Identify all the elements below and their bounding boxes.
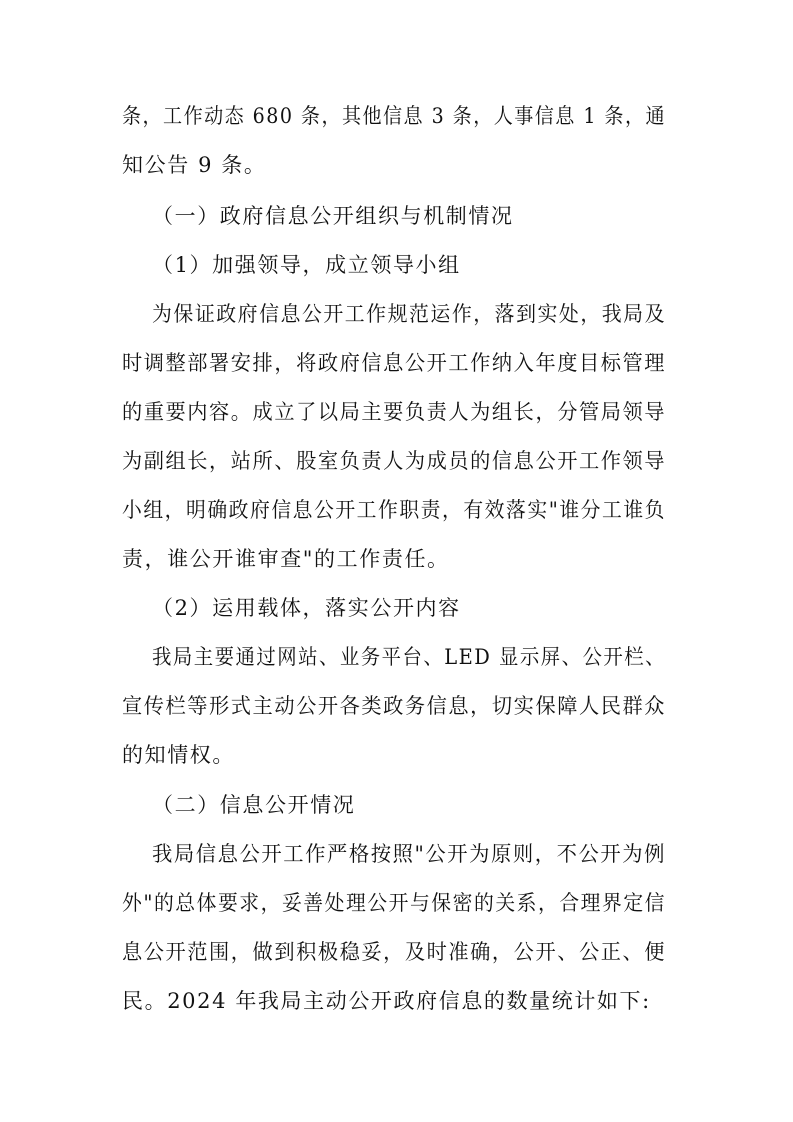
section-heading (0, 196, 793, 236)
text-line (0, 441, 793, 481)
text-line (0, 883, 793, 923)
text-line (0, 294, 793, 334)
subsection-heading-text: （2）运用载体，落实公开内容 (152, 596, 461, 620)
subsection-heading-text: （1）加强领导，成立领导小组 (152, 253, 461, 277)
text-line (0, 490, 793, 530)
subsection-heading (0, 588, 793, 628)
text-line-content: 小组，明确政府信息公开工作职责，有效落实"谁分工谁负 (122, 498, 666, 522)
text-line (0, 637, 793, 677)
section-heading (0, 785, 793, 825)
text-line-content: 知公告 9 条。 (122, 153, 267, 177)
text-line (0, 834, 793, 874)
text-line-content: 时调整部署安排，将政府信息公开工作纳入年度目标管理 (122, 351, 666, 375)
subsection-heading (0, 245, 793, 285)
text-line-content: 外"的总体要求，妥善处理公开与保密的关系，合理界定信 (122, 891, 666, 915)
text-line (0, 392, 793, 432)
text-line (0, 145, 793, 185)
text-line-content: 的知情权。 (122, 743, 235, 767)
text-line-content: 息公开范围，做到积极稳妥，及时准确，公开、公正、便 (122, 940, 666, 964)
text-line-content: 责，谁公开谁审查"的工作责任。 (122, 547, 450, 571)
text-line (0, 735, 793, 775)
text-line (0, 932, 793, 972)
text-line-content: 宣传栏等形式主动公开各类政务信息，切实保障人民群众 (122, 694, 666, 718)
text-line (0, 686, 793, 726)
text-line-content: 为副组长，站所、股室负责人为成员的信息公开工作领导 (122, 449, 666, 473)
text-line-content: 的重要内容。成立了以局主要负责人为组长，分管局领导 (122, 400, 666, 424)
text-line-content: 条，工作动态 680 条，其他信息 3 条，人事信息 1 条，通 (122, 104, 666, 128)
text-line-content: 为保证政府信息公开工作规范运作，落到实处，我局及 (152, 302, 666, 326)
text-line (0, 981, 793, 1021)
text-line-content: 我局信息公开工作严格按照"公开为原则，不公开为例 (152, 842, 666, 866)
section-heading-text: （二）信息公开情况 (152, 793, 356, 817)
text-line (0, 539, 793, 579)
section-heading-text: （一）政府信息公开组织与机制情况 (152, 204, 514, 228)
text-line-content: 我局主要通过网站、业务平台、LED 显示屏、公开栏、 (152, 645, 666, 669)
text-line (0, 343, 793, 383)
text-line-content: 民。2024 年我局主动公开政府信息的数量统计如下: (122, 989, 651, 1013)
text-line (0, 96, 793, 136)
